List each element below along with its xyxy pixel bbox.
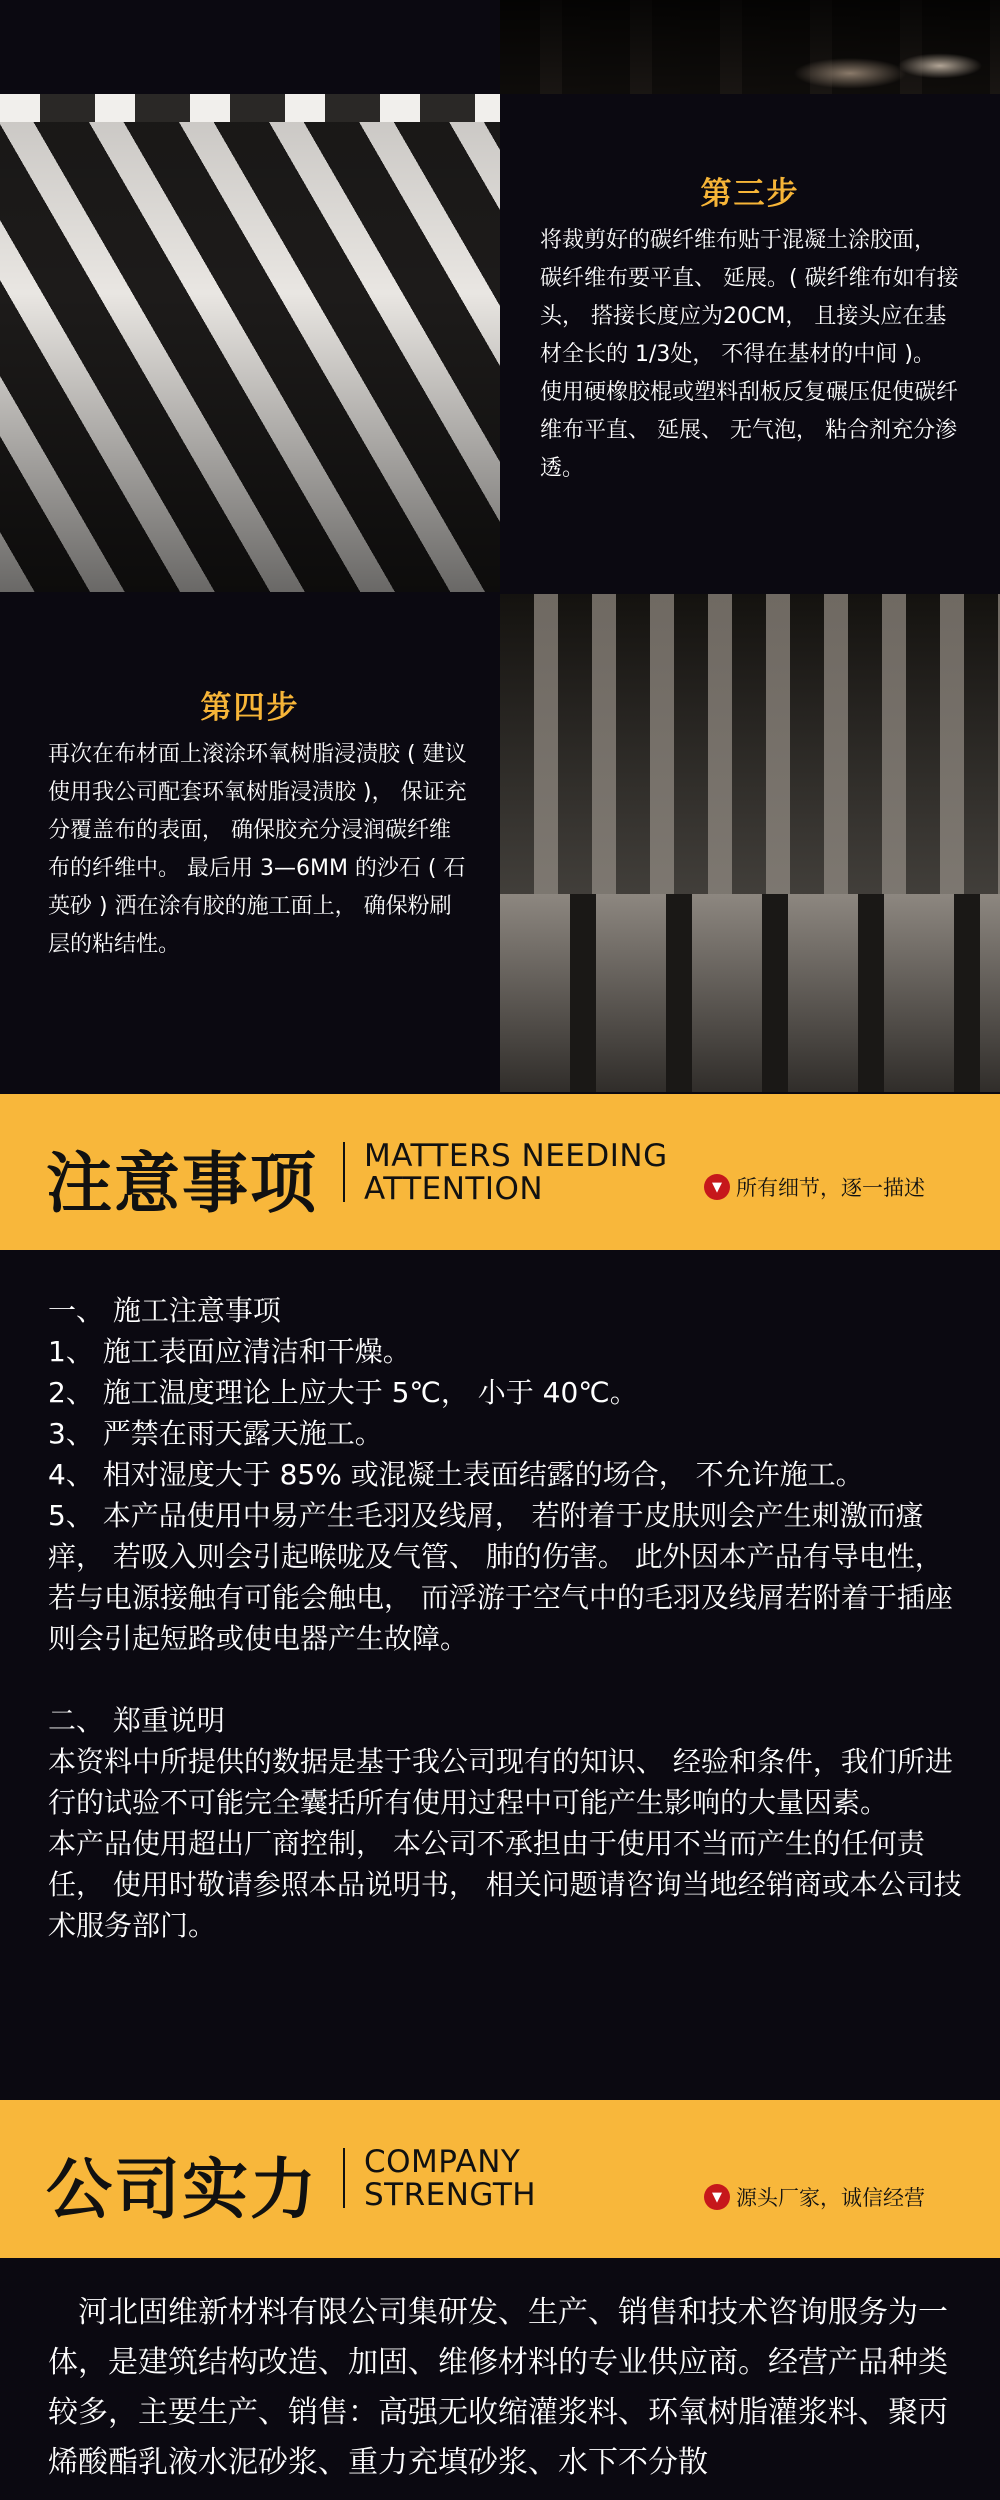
banner-divider [343,2148,345,2208]
triangle-down-icon: ▼ [704,2184,730,2210]
attention-tag-text: 所有细节，逐一描述 [736,1176,925,1200]
step3-body: 将裁剪好的碳纤维布贴于混凝土涂胶面， 碳纤维布要平直、 延展。( 碳纤维布如有接头， 搭接长度应为20CM， 且接头应在基材全长的 1/3处， 不得在基材的中间 )。 使用硬橡胶棍或塑料刮板反复碾压促使碳纤维布平直、 延展、 无气泡， 粘合剂充分渗透。 [540,228,959,481]
strength-title-en-line1: COMPANY [364,2144,521,2180]
notes-spacer [48,1659,968,1700]
notes-section [48,1290,968,1946]
carbon-fiber-photo-step4 [500,594,1000,1092]
attention-title-en [364,1140,668,1206]
step4-body: 再次在布材面上滚涂环氧树脂浸渍胶 ( 建议使用我公司配套环氧树脂浸渍胶 )， 保证充分覆盖布的表面， 确保胶充分浸润碳纤维布的纤维中。 最后用 3—6MM 的沙石 ( 石英砂 ) 洒在涂有胶的施工面上， 确保粉刷层的粘结性。 [48,742,467,957]
notes-section1-title: 一、 施工注意事项 [48,1294,281,1327]
attention-title-cn: 注意事项 [46,1144,318,1222]
carbon-fiber-photo-step3 [0,94,500,592]
strength-tag [704,2182,925,2212]
step4-title: 第四步 [200,690,300,726]
notes-item: 4、 相对湿度大于 85% 或混凝土表面结露的场合， 不允许施工。 [48,1458,864,1491]
strength-title-cn: 公司实力 [46,2150,318,2228]
attention-tag [704,1172,925,1202]
notes-item: 2、 施工温度理论上应大于 5℃， 小于 40℃。 [48,1376,638,1409]
strength-banner [0,2100,1000,2258]
triangle-down-icon: ▼ [704,1174,730,1200]
attention-title-en-line1: MATTERS NEEDING [364,1138,668,1174]
attention-title-en-line2: ATTENTION [364,1171,544,1207]
strength-tag-text: 源头厂家，诚信经营 [736,2186,925,2210]
strength-title-en [364,2146,536,2212]
company-intro: 河北固维新材料有限公司集研发、生产、销售和技术咨询服务为一体，是建筑结构改造、加固、维修材料的专业供应商。经营产品种类较多，主要生产、销售：高强无收缩灌浆料、环氧树脂灌浆料、聚丙烯酸酯乳液水泥砂浆、重力充填砂浆、水下不分散 [48,2295,948,2480]
notes-item: 5、 本产品使用中易产生毛羽及线屑， 若附着于皮肤则会产生刺激而瘙痒， 若吸入则会引起喉咙及气管、 肺的伤害。 此外因本产品有导电性， 若与电源接触有可能会触电， 而浮游于空气中的毛羽及线屑若附着于插座则会引起短路或使电器产生故障。 [48,1499,953,1655]
construction-photo-top [500,0,1000,94]
banner-divider [343,1142,345,1202]
strength-title-en-line2: STRENGTH [364,2177,537,2213]
notes-item: 3、 严禁在雨天露天施工。 [48,1417,383,1450]
step3-title: 第三步 [700,176,800,212]
notes-para2: 本产品使用超出厂商控制， 本公司不承担由于使用不当而产生的任何责任， 使用时敬请参照本品说明书， 相关问题请咨询当地经销商或本公司技术服务部门。 [48,1827,962,1942]
attention-banner [0,1094,1000,1250]
notes-section2-title: 二、 郑重说明 [48,1704,225,1737]
notes-para1: 本资料中所提供的数据是基于我公司现有的知识、 经验和条件，我们所进行的试验不可能完全囊括所有使用过程中可能产生影响的大量因素。 [48,1745,953,1819]
notes-item: 1、 施工表面应清洁和干燥。 [48,1335,411,1368]
